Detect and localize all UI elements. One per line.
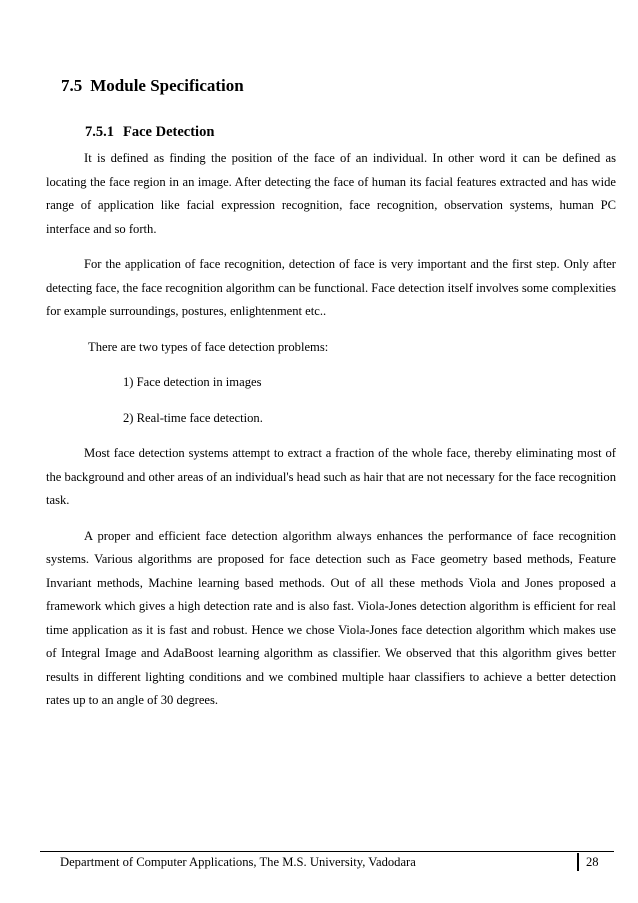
footer-rule [40, 851, 614, 852]
footer-divider [577, 853, 579, 871]
section-number: 7.5 [61, 76, 83, 95]
subsection-number: 7.5.1 [85, 124, 114, 140]
body-text [46, 147, 616, 725]
paragraph-types-intro: There are two types of face detection problems: [88, 339, 329, 354]
paragraph-algorithm: A proper and efficient face detection algorithm always enhances the performance of face recognition systems. Various algorithms are proposed for face detection such as Face geometry based methods, Feature Invariant methods, Machine learning based methods. Out of all these methods Viola and Jones proposed a framework which gives a high detection rate and is also fast. Viola-Jones detection algorithm is efficient for real time application as it is fast and robust. Hence we chose Viola-Jones face detection algorithm which makes use of Integral Image and AdaBoost learning algorithm as classifier. We observed that this algorithm gives better results in different lighting conditions and we combined multiple haar classifiers to achieve a better detection rates up to an angle of 30 degrees. [46, 528, 616, 707]
list-item: 1) Face detection in images [123, 375, 262, 389]
list-item: 2) Real-time face detection. [123, 410, 263, 425]
section-title: Module Specification [90, 76, 244, 95]
paragraph-definition: It is defined as finding the position of the face of an individual. In other word it can be defined as locating the face region in an image. After detecting the face of human its facial features extracted and has wide range of application like facial expression recognition, face recognition, observation systems, human PC interface and so forth. [46, 151, 616, 236]
paragraph-extraction: Most face detection systems attempt to extract a fraction of the whole face, thereby eliminating most of the background and other areas of an individual's head such as hair that are not necessary for the face recognition task. [46, 446, 616, 507]
subsection-title: Face Detection [123, 124, 215, 140]
footer-department: Department of Computer Applications, The M.S. University, Vadodara [60, 855, 416, 869]
section-heading [61, 76, 244, 96]
paragraph-application: For the application of face recognition, detection of face is very important and the first step. Only after detecting face, the face recognition algorithm can be functional. Face detection itself involves some complexities for example surroundings, postures, enlightenment etc.. [46, 257, 616, 318]
subsection-heading [85, 124, 214, 141]
page-number: 28 [586, 855, 599, 869]
